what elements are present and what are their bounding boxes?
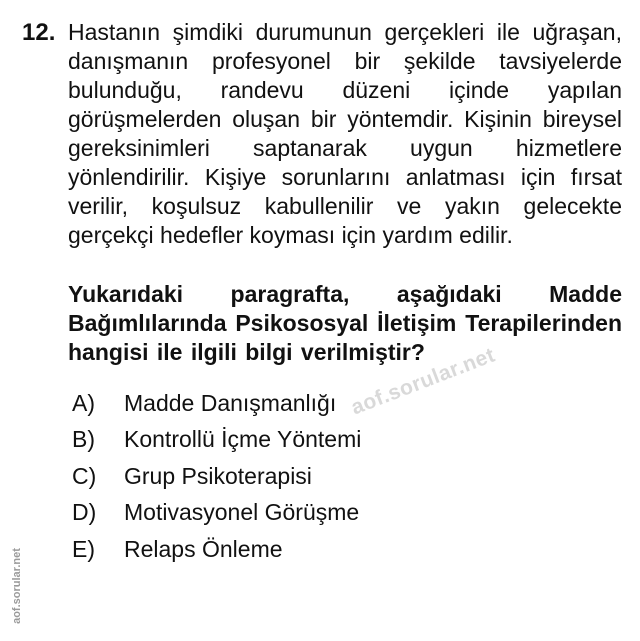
side-watermark: aof.sorular.net (11, 548, 23, 624)
option-text: Madde Danışmanlığı (124, 390, 337, 416)
option-b[interactable] (68, 421, 622, 457)
diagonal-watermark: aof.sorular.net (348, 343, 499, 420)
question-block (22, 18, 622, 567)
option-text: Relaps Önleme (124, 535, 283, 562)
question-stem: Hastanın şimdiki durumunun gerçekleri ile uğraşan, danışmanın profesyonel bir şekilde tavsiyelerde bulunduğu, randevu düzeni içinde yapılan görüşmelerden oluşan bir yöntemdir. Kişinin bireysel gereksinimleri saptanarak uygun hizmetlere yönlendirilir. Kişiye sorunlarını anlatması için fırsat verilir, koşulsuz kabullenilir ve yakın gelecekte gerçekçi hedefler koyması için yardım edilir. (68, 19, 622, 248)
option-letter: A) (72, 390, 95, 416)
option-letter: C) (72, 462, 97, 489)
option-c[interactable] (68, 458, 622, 494)
option-d[interactable] (68, 494, 622, 530)
option-e[interactable] (68, 531, 622, 567)
option-letter: E) (72, 535, 95, 562)
option-text: Kontrollü İçme Yöntemi (124, 426, 362, 453)
answer-options (68, 385, 622, 567)
option-text: Motivasyonel Görüşme (124, 499, 360, 526)
option-letter: D) (72, 499, 97, 526)
question-prompt: Yukarıdaki paragrafta, aşağıdaki Madde Bağımlılarında Psikososyal İletişim Terapilerinden hangisi ile ilgili bilgi verilmiştir? (68, 281, 622, 365)
option-text: Grup Psikoterapisi (124, 462, 312, 489)
option-a[interactable] (68, 385, 622, 421)
option-letter: B) (72, 426, 95, 453)
question-number: 12. (22, 19, 56, 46)
